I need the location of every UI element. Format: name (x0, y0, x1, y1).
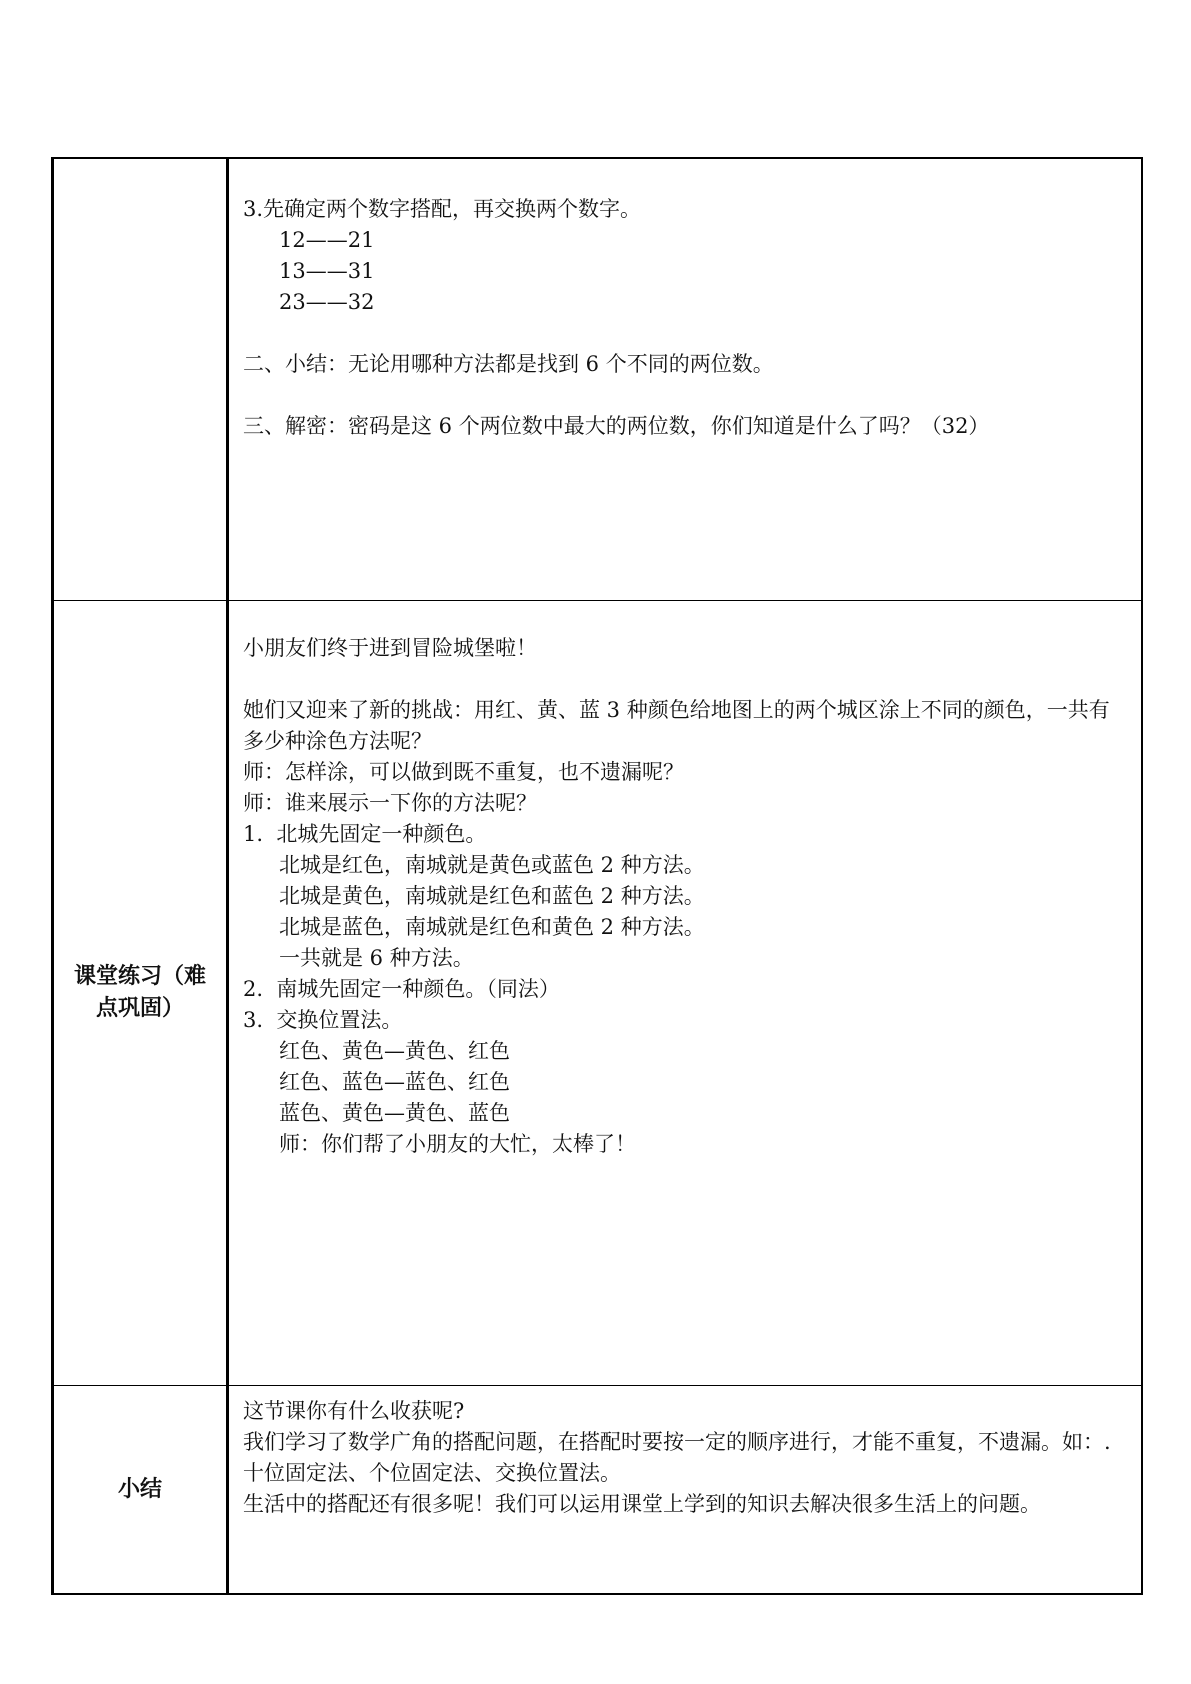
text-line: 小朋友们终于进到冒险城堡啦！ (243, 636, 537, 660)
text-line: 这节课你有什么收获呢? (243, 1399, 465, 1423)
table-row (53, 158, 1143, 601)
text-line: 北城是黄色，南城就是红色和蓝色 2 种方法。 (279, 884, 705, 908)
table-row (53, 601, 1143, 1386)
row-label (53, 158, 228, 601)
text-line: 师：怎样涂，可以做到既不重复，也不遗漏呢？ (243, 760, 684, 784)
row-content (228, 1386, 1143, 1595)
spacer (243, 664, 1127, 695)
text-line: 北城是红色，南城就是黄色或蓝色 2 种方法。 (279, 853, 705, 877)
text-line: 2. 南城先固定一种颜色。（同法） (243, 977, 560, 1001)
text-line: 生活中的搭配还有很多呢！我们可以运用课堂上学到的知识去解决很多生活上的问题。 (243, 1492, 1041, 1516)
row-label: 小结 (53, 1386, 228, 1595)
spacer (243, 380, 1127, 411)
text-line: 三、解密：密码是这 6 个两位数中最大的两位数，你们知道是什么了吗？（32） (243, 414, 990, 438)
row-label: 课堂练习（难点巩固） (53, 601, 228, 1386)
text-line: 3.先确定两个数字搭配，再交换两个数字。 (243, 197, 642, 221)
text-line: 13——31 (279, 259, 375, 283)
spacer (243, 1160, 1127, 1191)
text-line: 蓝色、黄色—黄色、蓝色 (279, 1101, 510, 1125)
row-content (228, 601, 1143, 1386)
text-line: 一共就是 6 种方法。 (279, 946, 474, 970)
text-line: 23——32 (279, 290, 375, 314)
text-line: 北城是蓝色，南城就是红色和黄色 2 种方法。 (279, 915, 705, 939)
lesson-plan-table (51, 157, 1143, 1595)
text-line: 师：谁来展示一下你的方法呢？ (243, 791, 537, 815)
text-line: 二、小结：无论用哪种方法都是找到 6 个不同的两位数。 (243, 352, 774, 376)
text-line: 师：你们帮了小朋友的大忙，太棒了！ (279, 1132, 636, 1156)
row-content (228, 158, 1143, 601)
text-line: 红色、黄色—黄色、红色 (279, 1039, 510, 1063)
text-line: 红色、蓝色—蓝色、红色 (279, 1070, 510, 1094)
text-line: 她们又迎来了新的挑战：用红、黄、蓝 3 种颜色给地图上的两个城区涂上不同的颜色，一共有多少种涂色方法呢？ (243, 698, 1110, 753)
text-line: 12——21 (279, 228, 375, 252)
table-row (53, 1386, 1143, 1595)
text-line: 3. 交换位置法。 (243, 1008, 403, 1032)
spacer (243, 318, 1127, 349)
text-line: 我们学习了数学广角的搭配问题，在搭配时要按一定的顺序进行，才能不重复，不遗漏。如：.十位固定法、个位固定法、交换位置法。 (243, 1430, 1111, 1485)
text-line: 1. 北城先固定一种颜色。 (243, 822, 487, 846)
